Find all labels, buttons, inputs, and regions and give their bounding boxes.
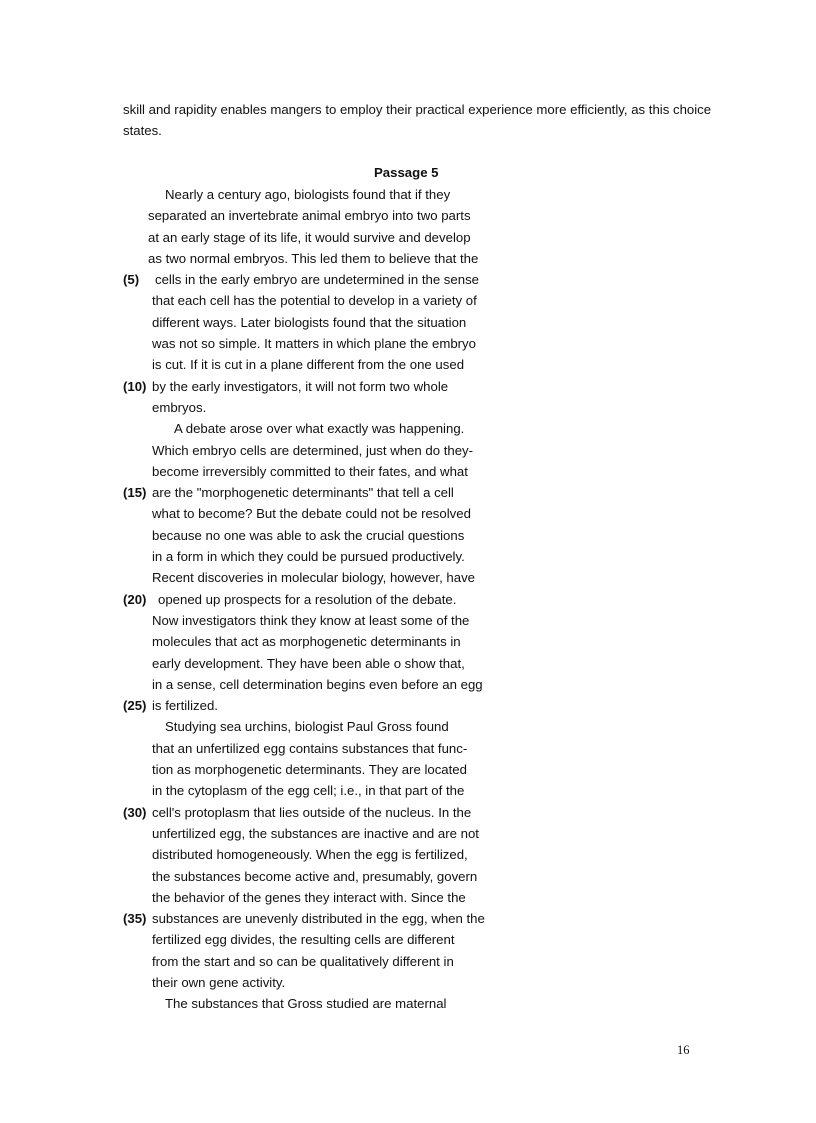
passage-line: [0, 227, 816, 248]
passage-line: [0, 674, 816, 695]
line-text: what to become? But the debate could not be resolved: [152, 506, 471, 522]
passage-line: [0, 205, 816, 226]
passage-line: [0, 887, 816, 908]
passage-line: [0, 269, 816, 290]
line-text: separated an invertebrate animal embryo into two parts: [148, 208, 471, 224]
passage-line: [0, 759, 816, 780]
passage-line: [0, 802, 816, 823]
passage-line: [0, 525, 816, 546]
line-text: is fertilized.: [152, 698, 218, 714]
line-text: are the "morphogenetic determinants" that tell a cell: [152, 485, 454, 501]
passage-line: [0, 461, 816, 482]
line-text: in a form in which they could be pursued productively.: [152, 549, 465, 565]
passage-line: [0, 951, 816, 972]
line-text: Nearly a century ago, biologists found that if they: [165, 187, 451, 202]
passage-line: [0, 333, 816, 354]
passage-line: [0, 866, 816, 887]
line-text: tion as morphogenetic determinants. They are located: [152, 762, 467, 778]
line-text: that an unfertilized egg contains substances that func-: [152, 740, 468, 756]
line-text: was not so simple. It matters in which plane the embryo: [152, 336, 476, 352]
passage-line: [0, 844, 816, 865]
line-text: different ways. Later biologists found that the situation: [152, 314, 467, 330]
passage-line: [0, 716, 816, 737]
passage-line: [0, 610, 816, 631]
passage-line: [0, 993, 816, 1014]
passage-line: [0, 184, 816, 205]
passage-line: [0, 589, 816, 610]
passage-line: [0, 312, 816, 333]
line-number: (35): [123, 911, 147, 927]
passage-body: [0, 184, 816, 1015]
line-text: in a sense, cell determination begins even before an egg: [152, 676, 483, 692]
passage-line: [0, 653, 816, 674]
line-text: that each cell has the potential to develop in a variety of: [152, 293, 477, 309]
line-text: at an early stage of its life, it would survive and develop: [148, 229, 471, 245]
line-text: because no one was able to ask the crucial questions: [152, 527, 465, 543]
line-text: the behavior of the genes they interact with. Since the: [152, 889, 466, 905]
line-text: molecules that act as morphogenetic determinants in: [152, 634, 461, 650]
passage-line: [0, 376, 816, 397]
line-text: cell's protoplasm that lies outside of the nucleus. In the: [152, 804, 472, 820]
line-text: Which embryo cells are determined, just when do they-: [152, 442, 474, 458]
passage-line: [0, 290, 816, 311]
line-number: (30): [123, 804, 147, 820]
line-text: as two normal embryos. This led them to believe that the: [148, 250, 479, 266]
page-number: 16: [677, 1043, 690, 1057]
passage-line: [0, 738, 816, 759]
line-text: Recent discoveries in molecular biology, however, have: [152, 570, 476, 586]
line-text: early development. They have been able o show that,: [152, 655, 465, 671]
passage-line: [0, 482, 816, 503]
line-text: their own gene activity.: [152, 974, 286, 990]
passage-line: [0, 546, 816, 567]
passage-title: Passage 5: [374, 165, 439, 180]
line-text: opened up prospects for a resolution of the debate.: [158, 591, 457, 607]
line-number: (25): [123, 698, 147, 714]
passage-line: [0, 248, 816, 269]
line-text: become irreversibly committed to their fates, and what: [152, 463, 468, 479]
line-text: the substances become active and, presumably, govern: [152, 868, 478, 884]
line-text: The substances that Gross studied are maternal: [165, 996, 447, 1012]
line-text: in the cytoplasm of the egg cell; i.e., in that part of the: [152, 783, 465, 799]
passage-line: [0, 503, 816, 524]
passage-line: [0, 972, 816, 993]
line-text: by the early investigators, it will not form two whole: [152, 378, 449, 394]
line-text: embryos.: [152, 399, 207, 415]
passage-line: [0, 397, 816, 418]
line-text: substances are unevenly distributed in the egg, when the: [152, 911, 485, 927]
passage-line: [0, 695, 816, 716]
passage-line: [0, 929, 816, 950]
line-text: from the start and so can be qualitatively different in: [152, 953, 454, 969]
passage-line: [0, 440, 816, 461]
line-text: Studying sea urchins, biologist Paul Gross found: [165, 719, 449, 735]
intro-paragraph: skill and rapidity enables mangers to employ their practical experience more efficiently, as this choice states.: [123, 102, 712, 139]
line-number: (20): [123, 591, 147, 607]
line-number: (15): [123, 485, 147, 501]
line-text: A debate arose over what exactly was happening.: [174, 421, 465, 437]
passage-line: [0, 354, 816, 375]
line-text: distributed homogeneously. When the egg is fertilized,: [152, 847, 468, 863]
line-text: cells in the early embryo are undetermined in the sense: [155, 272, 480, 288]
line-text: fertilized egg divides, the resulting cells are different: [152, 932, 455, 948]
line-text: unfertilized egg, the substances are inactive and are not: [152, 825, 479, 841]
passage-line: [0, 780, 816, 801]
passage-line: [0, 418, 816, 439]
line-number: (10): [123, 378, 147, 394]
passage-line: [0, 908, 816, 929]
passage-line: [0, 823, 816, 844]
passage-line: [0, 567, 816, 588]
line-text: Now investigators think they know at least some of the: [152, 612, 470, 628]
line-text: is cut. If it is cut in a plane different from the one used: [152, 357, 465, 373]
passage-line: [0, 631, 816, 652]
line-number: (5): [123, 272, 140, 288]
